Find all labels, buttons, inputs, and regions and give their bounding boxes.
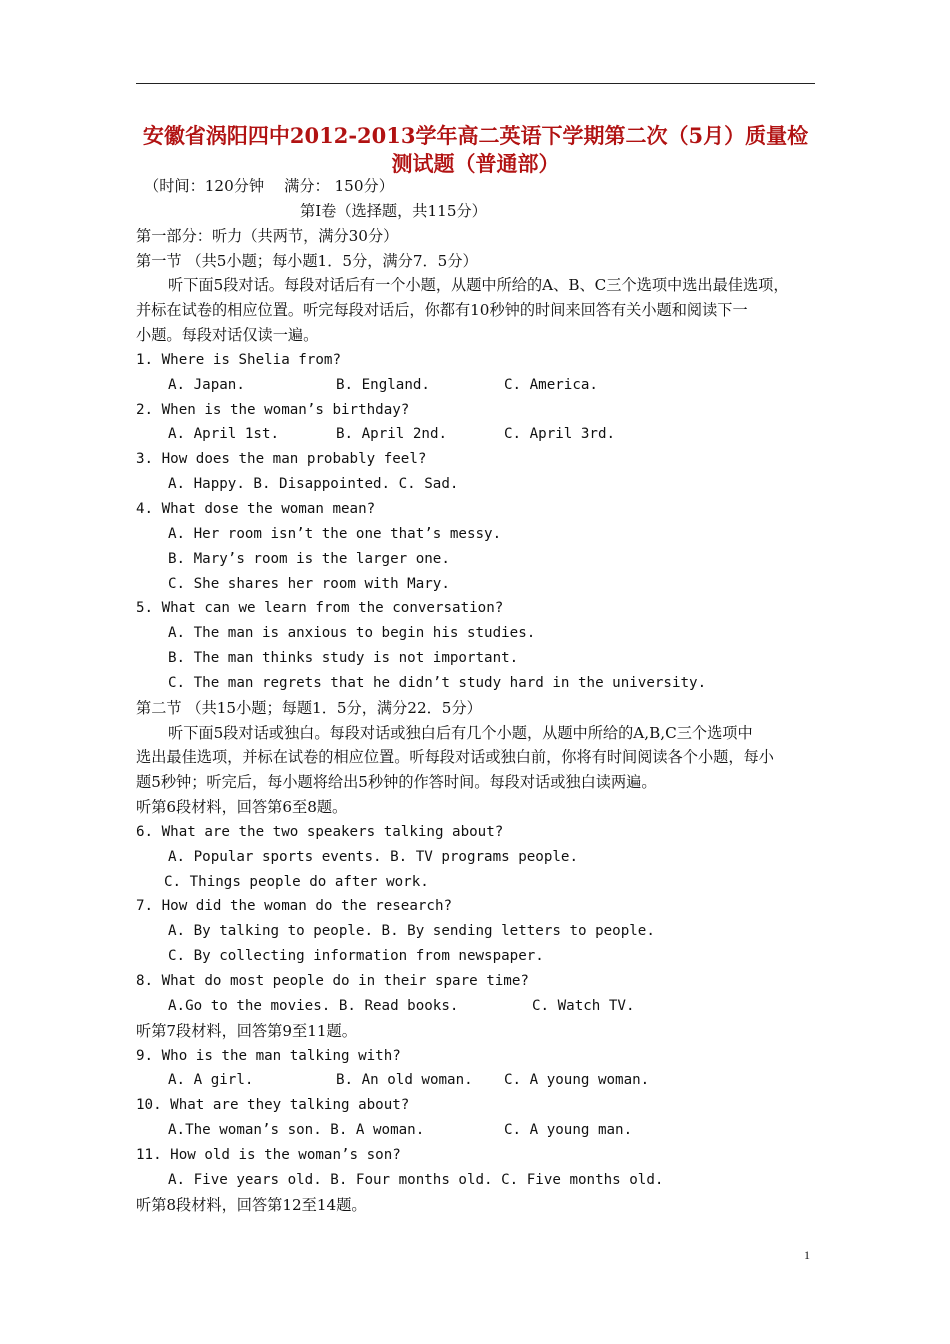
option-row: A. By talking to people. B. By sending letters to people. — [168, 923, 655, 940]
material-note: 听第8段材料，回答第12至14题。 — [136, 1195, 367, 1214]
option: B. Mary’s room is the larger one. — [168, 550, 450, 567]
question-stem: 7. How did the woman do the research? — [136, 898, 453, 915]
question-stem: 3. How does the man probably feel? — [136, 451, 427, 468]
part1-heading: 第一部分：听力（共两节，满分30分） — [136, 226, 399, 245]
question-stem: 4. What dose the woman mean? — [136, 500, 376, 517]
question-stem: 1. Where is Shelia from? — [136, 351, 341, 368]
section2-heading: 第二节 （共15小题；每题1．5分，满分22．5分） — [136, 698, 482, 717]
option-row: A. Happy. B. Disappointed. C. Sad. — [168, 476, 459, 493]
question-stem: 10. What are they talking about? — [136, 1097, 410, 1114]
option-row — [136, 373, 821, 398]
section1-instruction: 小题。每段对话仅读一遍。 — [136, 326, 319, 345]
option: A. A girl. — [168, 1072, 254, 1089]
exam-content — [136, 174, 821, 1217]
option: C. Watch TV. — [532, 997, 635, 1014]
option: A. Her room isn’t the one that’s messy. — [168, 525, 502, 542]
title-line-1: 安徽省涡阳四中2012-2013学年高二英语下学期第二次（5月）质量检 — [142, 123, 809, 148]
option: C. She shares her room with Mary. — [168, 575, 450, 592]
header-rule — [136, 83, 815, 84]
option-row: A. Popular sports events. B. TV programs people. — [168, 848, 578, 865]
material-note: 听第6段材料，回答第6至8题。 — [136, 798, 348, 817]
option: C. April 3rd. — [504, 426, 616, 443]
section2-instruction: 题5秒钟；听完后，每小题将给出5秒钟的作答时间。每段对话或独白读两遍。 — [136, 773, 657, 792]
option: C. Things people do after work. — [164, 873, 429, 890]
question-stem: 6. What are the two speakers talking about? — [136, 823, 504, 840]
option: C. America. — [504, 376, 598, 393]
option: A.Go to the movies. B. Read books. — [168, 997, 459, 1014]
option-row — [136, 422, 821, 447]
section1-heading: 第一节 （共5小题；每小题1．5分，满分7．5分） — [136, 251, 478, 270]
option: C. A young woman. — [504, 1072, 650, 1089]
option: B. The man thinks study is not important. — [168, 650, 519, 667]
option: A. April 1st. — [168, 426, 280, 443]
question-stem: 9. Who is the man talking with? — [136, 1047, 401, 1064]
question-stem: 2. When is the woman’s birthday? — [136, 401, 410, 418]
question-stem: 11. How old is the woman’s son? — [136, 1146, 401, 1163]
option: A. The man is anxious to begin his studies. — [168, 625, 536, 642]
section2-instruction: 选出最佳选项，并标在试卷的相应位置。听每段对话或独白前，你将有时间阅读各个小题，每小 — [136, 748, 774, 767]
section1-instruction: 并标在试卷的相应位置。听完每段对话后，你都有10秒钟的时间来回答有关小题和阅读下一 — [136, 301, 748, 320]
title-line-2: 测试题（普通部） — [391, 151, 560, 176]
option: A. Japan. — [168, 376, 245, 393]
option-row — [136, 1068, 821, 1093]
option: B. An old woman. — [336, 1072, 473, 1089]
page-number: 1 — [804, 1248, 810, 1262]
option: C. By collecting information from newspaper. — [168, 948, 544, 965]
option-row — [136, 1118, 821, 1143]
time-info: （时间：120分钟 满分： 150分） — [144, 177, 394, 195]
question-stem: 5. What can we learn from the conversation? — [136, 600, 504, 617]
option: C. A young man. — [504, 1122, 633, 1139]
exam-title — [136, 122, 815, 178]
section1-instruction: 听下面5段对话。每段对话后有一个小题，从题中所给的A、B、C三个选项中选出最佳选项， — [168, 276, 789, 295]
volume-heading: 第Ⅰ卷（选择题，共115分） — [300, 201, 487, 220]
option: A.The woman’s son. B. A woman. — [168, 1122, 425, 1139]
option: B. April 2nd. — [336, 426, 448, 443]
section2-instruction: 听下面5段对话或独白。每段对话或独白后有几个小题，从题中所给的A,B,C三个选项中 — [168, 723, 753, 742]
option-row — [136, 994, 821, 1019]
material-note: 听第7段材料，回答第9至11题。 — [136, 1021, 357, 1040]
question-stem: 8. What do most people do in their spare time? — [136, 973, 529, 989]
option: C. The man regrets that he didn’t study hard in the university. — [168, 674, 707, 691]
option: B. England. — [336, 376, 430, 393]
option-row: A. Five years old. B. Four months old. C. Five months old. — [168, 1171, 664, 1188]
